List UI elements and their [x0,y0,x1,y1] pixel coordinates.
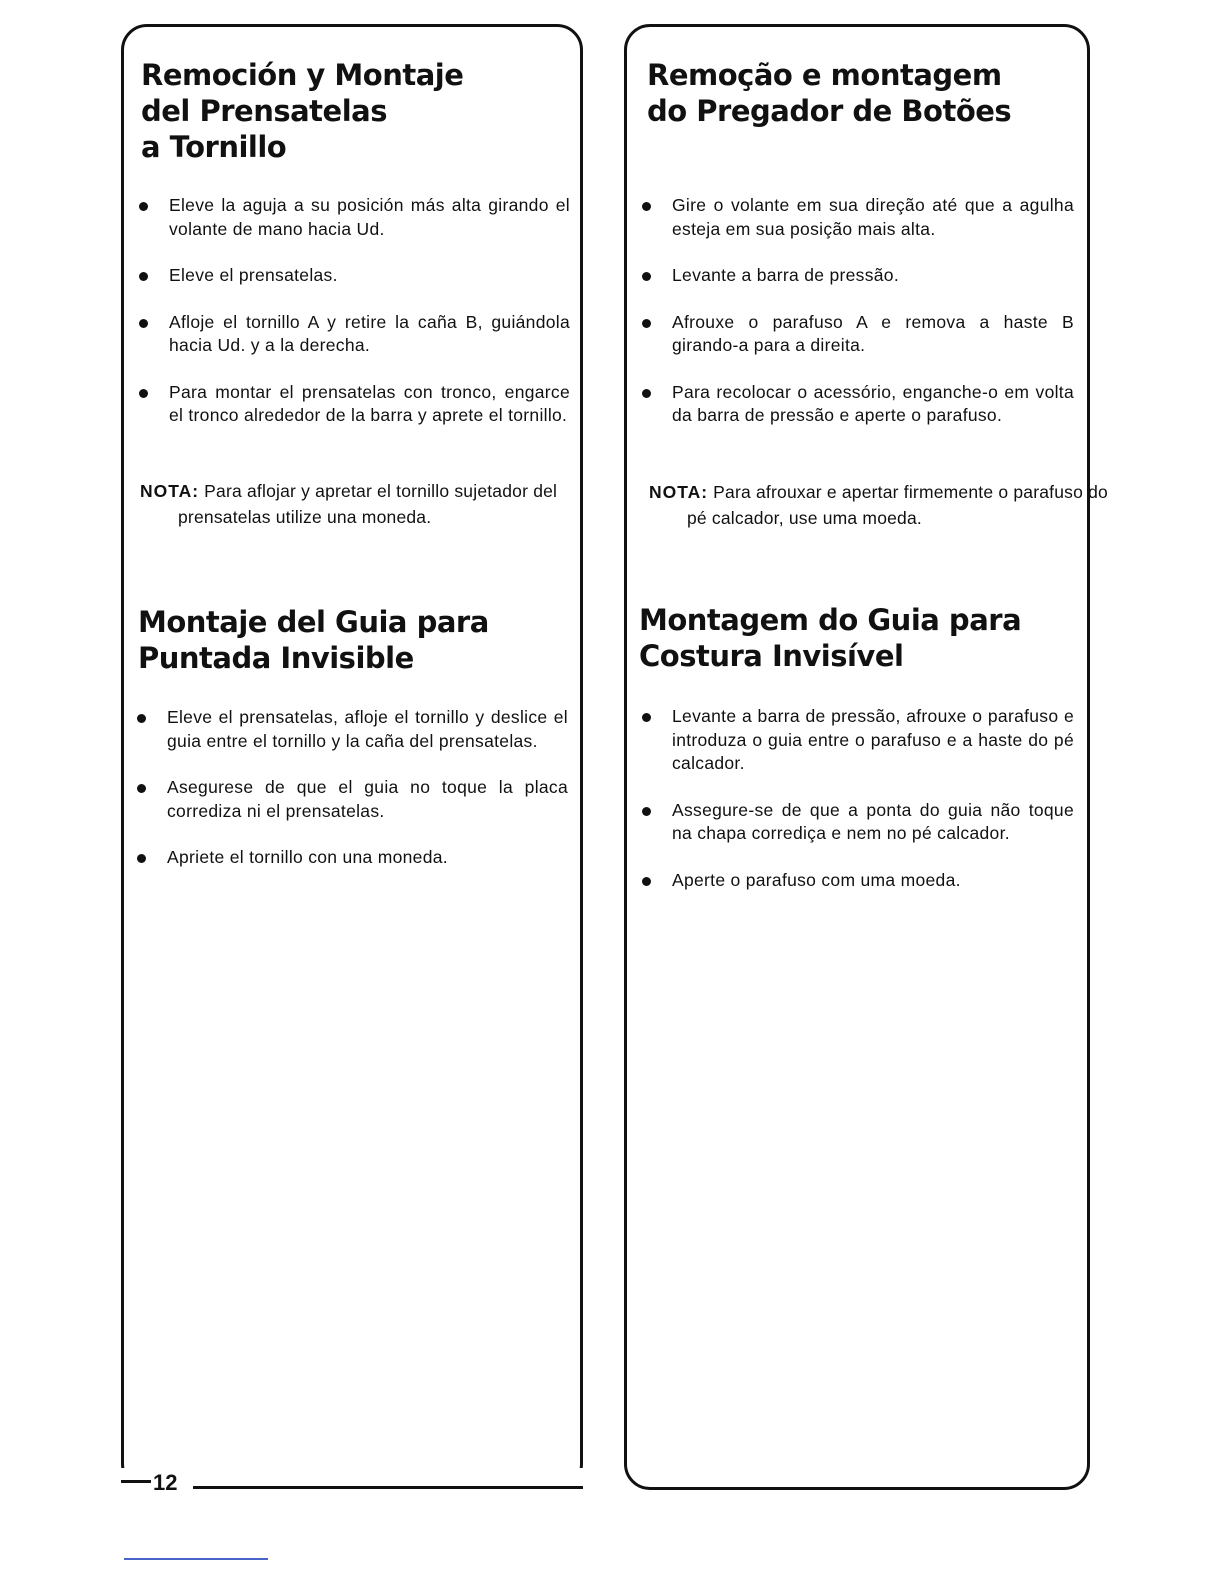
list-item: Levante a barra de pressão, afrouxe o parafuso e introduza o guia entre o parafuso e a haste do pé calcador. [640,705,1074,776]
bullet-list-es-guide [135,706,568,870]
bullet-icon [139,389,148,398]
section-heading-es-removal: Remoción y Montaje del Prensatelas a Tornillo [141,58,464,164]
note-pt-removal: NOTA: Para afrouxar e apertar firmemente o parafuso do pé calcador, use uma moeda. [649,482,1108,528]
page-footer [115,1468,585,1498]
bullet-icon [642,319,651,328]
list-item: Apriete el tornillo con una moneda. [135,846,568,870]
footer-tick [121,1480,151,1483]
bullet-icon [642,807,651,816]
footer-line [193,1486,583,1489]
bullet-icon [642,877,651,886]
list-item: Assegure-se de que a ponta do guia não toque na chapa corrediça e nem no pé calcador. [640,799,1074,846]
bullet-icon [137,854,146,863]
section-heading-pt-guide: Montagem do Guia para Costura Invisível [639,603,1022,673]
page-number: 12 [153,1470,178,1495]
list-item: Eleve la aguja a su posición más alta girando el volante de mano hacia Ud. [137,194,570,241]
bullet-icon [139,319,148,328]
note-es-removal: NOTA: Para aflojar y apretar el tornillo sujetador del prensatelas utilize una moneda. [140,481,558,527]
list-item: Levante a barra de pressão. [640,264,1074,288]
section-heading-pt-removal: Remoção e montagem do Pregador de Botões [647,58,1012,128]
bullet-list-pt-guide [640,705,1074,892]
list-item: Asegurese de que el guia no toque la placa corrediza ni el prensatelas. [135,776,568,823]
list-item: Para montar el prensatelas con tronco, engarce el tronco alrededor de la barra y aprete el tornillo. [137,381,570,428]
list-item: Eleve el prensatelas, afloje el tornillo y deslice el guia entre el tornillo y la caña del prensatelas. [135,706,568,753]
bullet-icon [139,272,148,281]
section-heading-es-guide: Montaje del Guia para Puntada Invisible [138,605,489,675]
bullet-icon [642,272,651,281]
bullet-icon [642,202,651,211]
list-item: Afrouxe o parafuso A e remova a haste B girando-a para a direita. [640,311,1074,358]
list-item: Eleve el prensatelas. [137,264,570,288]
bullet-icon [137,714,146,723]
list-item: Afloje el tornillo A y retire la caña B, guiándola hacia Ud. y a la derecha. [137,311,570,358]
bullet-icon [642,389,651,398]
list-item: Gire o volante em sua direção até que a agulha esteja em sua posição mais alta. [640,194,1074,241]
footer-rule [124,1558,268,1560]
list-item: Para recolocar o acessório, enganche-o em volta da barra de pressão e aperte o parafuso. [640,381,1074,428]
bullet-icon [642,713,651,722]
bullet-list-es-removal [137,194,570,428]
bullet-icon [139,202,148,211]
list-item: Aperte o parafuso com uma moeda. [640,869,1074,893]
bullet-list-pt-removal [640,194,1074,428]
bullet-icon [137,784,146,793]
